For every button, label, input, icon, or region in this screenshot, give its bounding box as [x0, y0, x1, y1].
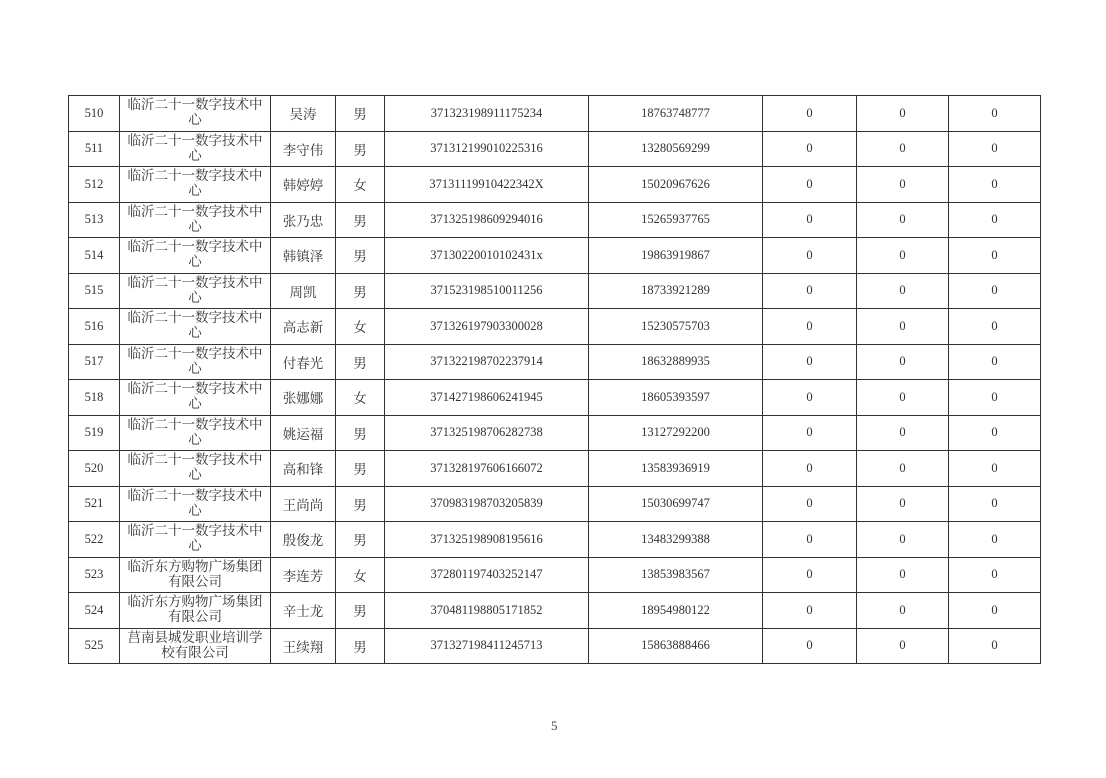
table-row — [69, 380, 1041, 416]
count-3: 0 — [949, 344, 1041, 380]
person-name: 高志新 — [271, 309, 336, 345]
gender: 男 — [336, 202, 385, 238]
count-1: 0 — [763, 557, 857, 593]
count-1: 0 — [763, 131, 857, 167]
table-row — [69, 344, 1041, 380]
gender: 男 — [336, 415, 385, 451]
table-row — [69, 238, 1041, 274]
row-number: 518 — [69, 380, 120, 416]
phone-number: 13127292200 — [589, 415, 763, 451]
id-number: 370983198703205839 — [385, 486, 589, 522]
count-3: 0 — [949, 202, 1041, 238]
count-2: 0 — [857, 131, 949, 167]
count-2: 0 — [857, 380, 949, 416]
person-name: 李连芳 — [271, 557, 336, 593]
phone-number: 15230575703 — [589, 309, 763, 345]
count-2: 0 — [857, 167, 949, 203]
row-number: 517 — [69, 344, 120, 380]
count-2: 0 — [857, 628, 949, 664]
id-number: 371523198510011256 — [385, 273, 589, 309]
row-number: 512 — [69, 167, 120, 203]
row-number: 519 — [69, 415, 120, 451]
count-1: 0 — [763, 202, 857, 238]
row-number: 511 — [69, 131, 120, 167]
person-name: 辛士龙 — [271, 593, 336, 629]
id-number: 37131119910422342X — [385, 167, 589, 203]
organization: 临沂二十一数字技术中心 — [120, 380, 271, 416]
table-row — [69, 451, 1041, 487]
count-1: 0 — [763, 415, 857, 451]
phone-number: 18954980122 — [589, 593, 763, 629]
id-number: 371325198706282738 — [385, 415, 589, 451]
phone-number: 13583936919 — [589, 451, 763, 487]
table-row — [69, 309, 1041, 345]
organization: 临沂二十一数字技术中心 — [120, 309, 271, 345]
person-name: 周凯 — [271, 273, 336, 309]
person-name: 付春光 — [271, 344, 336, 380]
count-2: 0 — [857, 557, 949, 593]
id-number: 371328197606166072 — [385, 451, 589, 487]
table-row — [69, 131, 1041, 167]
row-number: 522 — [69, 522, 120, 558]
count-3: 0 — [949, 273, 1041, 309]
count-1: 0 — [763, 309, 857, 345]
count-1: 0 — [763, 238, 857, 274]
person-name: 王续翔 — [271, 628, 336, 664]
gender: 男 — [336, 344, 385, 380]
id-number: 371327198411245713 — [385, 628, 589, 664]
person-name: 姚运福 — [271, 415, 336, 451]
gender: 女 — [336, 309, 385, 345]
person-name: 高和锋 — [271, 451, 336, 487]
organization: 临沂二十一数字技术中心 — [120, 415, 271, 451]
person-name: 殷俊龙 — [271, 522, 336, 558]
row-number: 525 — [69, 628, 120, 664]
person-name: 王尚尚 — [271, 486, 336, 522]
table-row — [69, 486, 1041, 522]
row-number: 521 — [69, 486, 120, 522]
gender: 男 — [336, 451, 385, 487]
phone-number: 15265937765 — [589, 202, 763, 238]
row-number: 510 — [69, 96, 120, 132]
id-number: 371325198609294016 — [385, 202, 589, 238]
row-number: 523 — [69, 557, 120, 593]
count-2: 0 — [857, 202, 949, 238]
phone-number: 13483299388 — [589, 522, 763, 558]
row-number: 513 — [69, 202, 120, 238]
table-row — [69, 202, 1041, 238]
count-3: 0 — [949, 96, 1041, 132]
count-1: 0 — [763, 96, 857, 132]
count-2: 0 — [857, 451, 949, 487]
count-2: 0 — [857, 344, 949, 380]
person-name: 李守伟 — [271, 131, 336, 167]
row-number: 524 — [69, 593, 120, 629]
table-row — [69, 96, 1041, 132]
page-number: 5 — [551, 718, 558, 733]
count-3: 0 — [949, 557, 1041, 593]
count-2: 0 — [857, 522, 949, 558]
row-number: 515 — [69, 273, 120, 309]
organization: 临沂东方购物广场集团有限公司 — [120, 557, 271, 593]
count-1: 0 — [763, 486, 857, 522]
phone-number: 15863888466 — [589, 628, 763, 664]
count-1: 0 — [763, 344, 857, 380]
organization: 临沂二十一数字技术中心 — [120, 96, 271, 132]
count-3: 0 — [949, 522, 1041, 558]
table-row — [69, 522, 1041, 558]
organization: 莒南县城发职业培训学校有限公司 — [120, 628, 271, 664]
count-1: 0 — [763, 628, 857, 664]
count-2: 0 — [857, 486, 949, 522]
gender: 男 — [336, 131, 385, 167]
organization: 临沂二十一数字技术中心 — [120, 202, 271, 238]
person-name: 张乃忠 — [271, 202, 336, 238]
count-2: 0 — [857, 593, 949, 629]
table-row — [69, 593, 1041, 629]
gender: 男 — [336, 628, 385, 664]
table-row — [69, 167, 1041, 203]
count-3: 0 — [949, 486, 1041, 522]
organization: 临沂二十一数字技术中心 — [120, 486, 271, 522]
count-3: 0 — [949, 628, 1041, 664]
count-3: 0 — [949, 167, 1041, 203]
row-number: 516 — [69, 309, 120, 345]
count-3: 0 — [949, 309, 1041, 345]
table-row — [69, 415, 1041, 451]
phone-number: 15020967626 — [589, 167, 763, 203]
organization: 临沂二十一数字技术中心 — [120, 273, 271, 309]
gender: 女 — [336, 380, 385, 416]
count-1: 0 — [763, 380, 857, 416]
count-3: 0 — [949, 131, 1041, 167]
gender: 男 — [336, 486, 385, 522]
organization: 临沂二十一数字技术中心 — [120, 131, 271, 167]
count-3: 0 — [949, 415, 1041, 451]
organization: 临沂东方购物广场集团有限公司 — [120, 593, 271, 629]
person-name: 韩镇泽 — [271, 238, 336, 274]
count-1: 0 — [763, 522, 857, 558]
count-3: 0 — [949, 238, 1041, 274]
person-name: 张娜娜 — [271, 380, 336, 416]
id-number: 372801197403252147 — [385, 557, 589, 593]
gender: 男 — [336, 238, 385, 274]
count-2: 0 — [857, 309, 949, 345]
gender: 男 — [336, 96, 385, 132]
gender: 女 — [336, 557, 385, 593]
gender: 男 — [336, 522, 385, 558]
person-name: 吴涛 — [271, 96, 336, 132]
organization: 临沂二十一数字技术中心 — [120, 522, 271, 558]
organization: 临沂二十一数字技术中心 — [120, 238, 271, 274]
gender: 男 — [336, 593, 385, 629]
id-number: 371326197903300028 — [385, 309, 589, 345]
count-1: 0 — [763, 273, 857, 309]
table-row — [69, 557, 1041, 593]
id-number: 371323198911175234 — [385, 96, 589, 132]
count-1: 0 — [763, 593, 857, 629]
phone-number: 13853983567 — [589, 557, 763, 593]
phone-number: 18763748777 — [589, 96, 763, 132]
organization: 临沂二十一数字技术中心 — [120, 451, 271, 487]
phone-number: 18605393597 — [589, 380, 763, 416]
count-3: 0 — [949, 593, 1041, 629]
table-row — [69, 273, 1041, 309]
count-2: 0 — [857, 238, 949, 274]
person-name: 韩婷婷 — [271, 167, 336, 203]
count-3: 0 — [949, 451, 1041, 487]
phone-number: 18733921289 — [589, 273, 763, 309]
id-number: 371312199010225316 — [385, 131, 589, 167]
count-2: 0 — [857, 96, 949, 132]
phone-number: 15030699747 — [589, 486, 763, 522]
gender: 女 — [336, 167, 385, 203]
gender: 男 — [336, 273, 385, 309]
phone-number: 19863919867 — [589, 238, 763, 274]
phone-number: 13280569299 — [589, 131, 763, 167]
phone-number: 18632889935 — [589, 344, 763, 380]
count-2: 0 — [857, 415, 949, 451]
count-2: 0 — [857, 273, 949, 309]
id-number: 371427198606241945 — [385, 380, 589, 416]
count-3: 0 — [949, 380, 1041, 416]
count-1: 0 — [763, 451, 857, 487]
id-number: 370481198805171852 — [385, 593, 589, 629]
personnel-table — [68, 95, 1041, 664]
row-number: 514 — [69, 238, 120, 274]
count-1: 0 — [763, 167, 857, 203]
id-number: 371325198908195616 — [385, 522, 589, 558]
id-number: 371322198702237914 — [385, 344, 589, 380]
organization: 临沂二十一数字技术中心 — [120, 167, 271, 203]
table-row — [69, 628, 1041, 664]
row-number: 520 — [69, 451, 120, 487]
organization: 临沂二十一数字技术中心 — [120, 344, 271, 380]
id-number: 37130220010102431x — [385, 238, 589, 274]
